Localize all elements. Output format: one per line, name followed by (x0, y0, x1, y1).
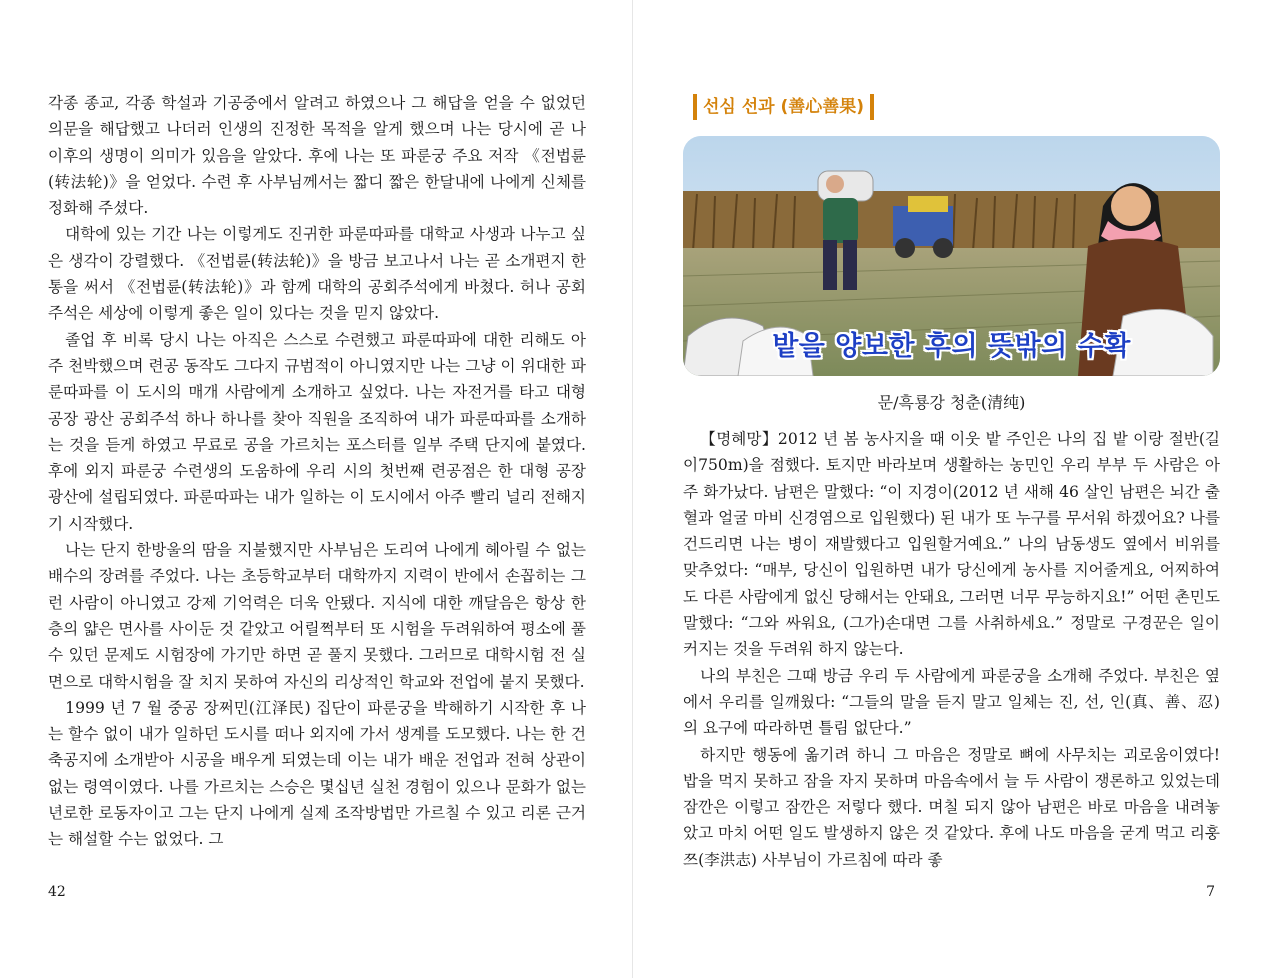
paragraph: 【명혜망】2012 년 봄 농사지을 때 이웃 밭 주인은 나의 집 밭 이랑 절반(길이750m)을 점했다. 토지만 바라보며 생활하는 농민인 우리 부부 두 사람은 아주 화가났다. 남편은 말했다: “이 지경이(2012 년 새해 46 살인 남편은 뇌간 출혈과 얼굴 마비 신경염으로 입원했다) 된 내가 또 누구를 무서워 하겠어요? 나를 건드리면 나는 병이 재발했다고 입원할거예요.” 나의 남동생도 옆에서 비위를 맞추었다: “매부, 당신이 입원하면 내가 당신에게 농사를 지어줄게요, 어찌하여도 다른 사람에게 없신 당해서는 안돼요, 그러면 너무 무능하지요!” 어떤 촌민도 말했다: “그와 싸워요, (그가)손대면 그를 사취하세요.” 정말로 구경꾼은 일이 커지는 것을 두려워 하지 않는다. (683, 430, 1220, 659)
article-illustration (683, 136, 1220, 376)
paragraph: 졸업 후 비록 당시 나는 아직은 스스로 수련했고 파룬따파에 대한 리해도 아주 천박했으며 련공 동작도 그다지 규범적이 아니였지만 나는 그냥 이 위대한 파룬따파를 이 도시의 매개 사람에게 소개하고 싶었다. 나는 자전거를 타고 대형 공장 광산 공회주석 하나 하나를 찾아 직원을 조직하여 내가 파룬따파를 소개하는 것을 듣게 하였고 무료로 공을 가르치는 포스터를 일부 주택 단지에 붙였다. 후에 외지 파룬궁 수련생의 도움하에 우리 시의 첫번째 련공점은 한 대형 공장 광산에 설립되였다. 파룬따파는 내가 일하는 이 도시에서 아주 빨리 널리 전해지기 시작했다. (48, 330, 586, 533)
page-number: 42 (48, 884, 66, 900)
paragraph: 나는 단지 한방울의 땀을 지불했지만 사부님은 도리여 나에게 헤아릴 수 없는 배수의 장려를 주었다. 나는 초등학교부터 대학까지 지력이 반에서 손꼽히는 그런 사람이 아니였고 강제 기억력은 더욱 안됐다. 지식에 대한 깨달음은 항상 한층의 얇은 면사를 사이둔 것 같았고 어릴쩍부터 또 시험을 두려워하여 평소에 풀 수 있던 문제도 시험장에 가기만 하면 곧 풀지 못했다. 그러므로 대학시험 전 실면으로 대학시험을 잘 치지 못하여 자신의 리상적인 학교와 전업에 붙지 못했다. (48, 541, 586, 691)
left-body-text (48, 90, 586, 853)
paragraph: 1999 년 7 월 중공 장쩌민(江泽民) 집단이 파룬궁을 박해하기 시작한 후 나는 할수 없이 내가 일하던 도시를 떠나 외지에 가서 생계를 도모했다. 나는 한 건축공지에 소개받아 시공을 배우게 되였는데 이는 내가 배운 전업과 전혀 상관이 없는 령역이였다. 나를 가르치는 스승은 몇십년 실천 경험이 있으나 문화가 없는 년로한 로동자이고 그는 단지 나에게 실제 조작방법만 가르칠 수 있고 리론 근거는 해설할 수는 없었다. 그 (48, 698, 586, 849)
right-body-text (683, 426, 1220, 873)
page-number: 7 (1206, 884, 1215, 900)
paragraph: 나의 부친은 그때 방금 우리 두 사람에게 파룬궁을 소개해 주었다. 부친은 옆에서 우리를 일깨웠다: “그들의 말을 듣지 말고 일체는 진, 선, 인(真、善、忍)의 요구에 따라하면 틀림 없단다.” (683, 666, 1220, 738)
illustration-title: 밭을 양보한 후의 뜻밖의 수확 (772, 331, 1131, 362)
paragraph: 하지만 행동에 옮기려 하니 그 마음은 정말로 뼈에 사무치는 괴로움이였다! 밥을 먹지 못하고 잠을 자지 못하며 마음속에서 늘 두 사람이 쟁론하고 있었는데 잠깐은 이렇고 잠깐은 저렇다 했다. 며칠 되지 않아 남편은 바로 마음을 내려놓았고 마치 어떤 일도 발생하지 않은 것 같았다. 후에 나도 마음을 굳게 먹고 리훙쯔(李洪志) 사부님이 가르침에 따라 좋 (683, 745, 1220, 869)
right-page (633, 0, 1265, 978)
section-tag: 선심 선과 (善心善果) (693, 94, 874, 120)
paragraph: 각종 종교, 각종 학설과 기공중에서 알려고 하였으나 그 해답을 얻을 수 없었던 의문을 해답했고 나더러 인생의 진정한 목적을 알게 했으며 나는 당시에 곧 나 이후의 생명이 의미가 있음을 알았다. 후에 나는 또 파룬궁 주요 저작 《전법륜(转法轮)》을 얻었다. 수련 후 사부님께서는 짧디 짧은 한달내에 나에게 신체를 정화해 주셨다. (48, 94, 586, 218)
paragraph: 대학에 있는 기간 나는 이렇게도 진귀한 파룬따파를 대학교 사생과 나누고 싶은 생각이 강렬했다. 《전법륜(转法轮)》을 방금 보고나서 나는 곧 소개편지 한통을 써서 《전법륜(转法轮)》과 함께 대학의 공회주석에게 바쳤다. 허나 공회주석은 세상에 이렇게 좋은 일이 있다는 것을 믿지 않았다. (48, 225, 586, 323)
left-page (0, 0, 632, 978)
byline: 문/흑룡강 청춘(清纯) (877, 393, 1026, 412)
